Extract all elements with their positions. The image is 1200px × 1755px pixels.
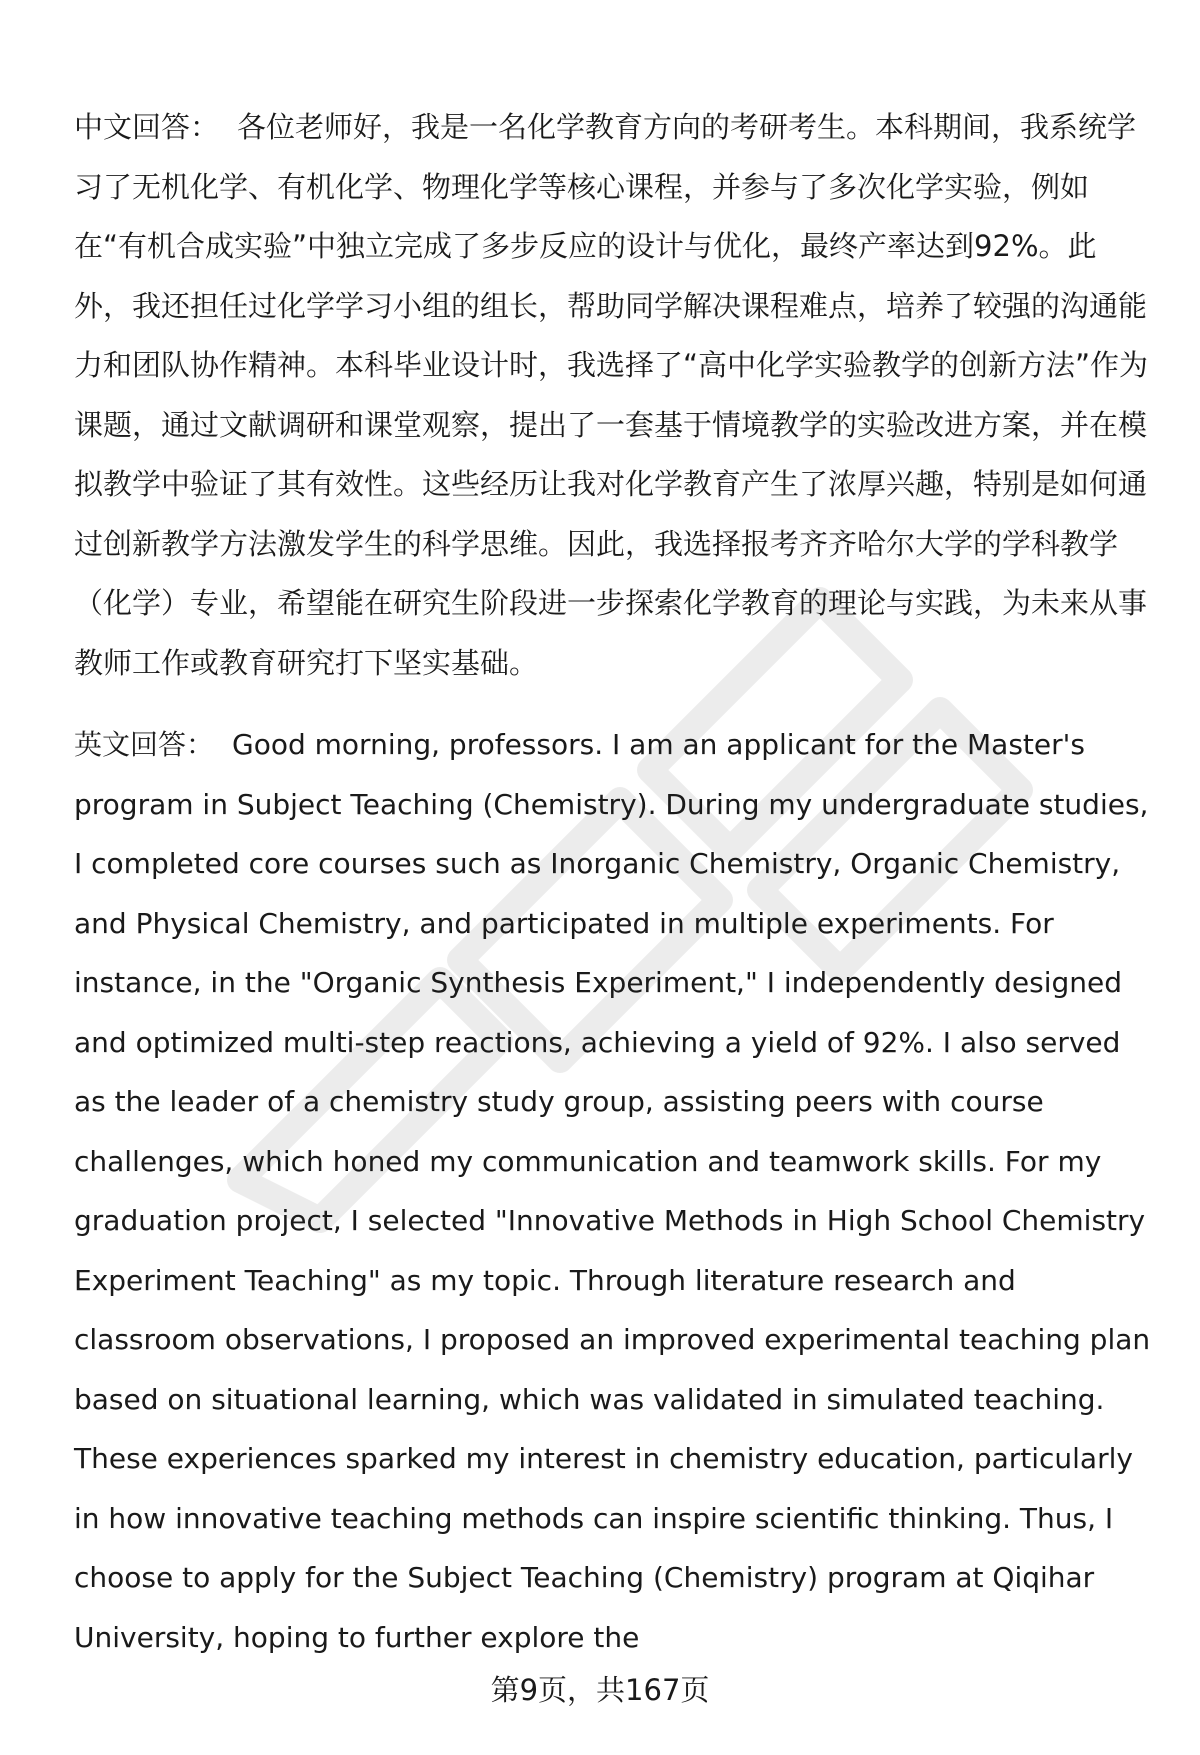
- english-answer-text: Good morning, professors. I am an applicant for the Master's program in Subject Teaching (Chemistry). During my undergraduate studies, I completed core courses such as Inorganic Chemistry, Organic Chemistry, and Physical Chemistry, and participated in multiple experiments. For instance, in the "Organic Synthesis Experiment," I independently designed and optimized multi-step reactions, achieving a yield of 92%. I also served as the leader of a chemistry study group, assisting peers with course challenges, which honed my communication and teamwork skills. For my graduation project, I selected "Innovative Methods in High School Chemistry Experiment Teaching" as my topic. Through literature research and classroom observations, I proposed an improved experimental teaching plan based on situational learning, which was validated in simulated teaching. These experiences sparked my interest in chemistry education, particularly in how innovative teaching methods can inspire scientific thinking. Thus, I choose to apply for the Subject Teaching (Chemistry) program at Qiqihar University, hoping to further explore the: [74, 728, 1151, 1654]
- page-number-footer: 第9页，共167页: [490, 1673, 710, 1707]
- english-answer-paragraph: [74, 715, 1154, 1667]
- document-body: [74, 98, 1154, 1667]
- english-answer-label: 英文回答：: [74, 728, 215, 761]
- chinese-answer-paragraph: [74, 98, 1154, 693]
- chinese-answer-label: 中文回答：: [74, 110, 220, 144]
- chinese-answer-text: 各位老师好，我是一名化学教育方向的考研考生。本科期间，我系统学习了无机化学、有机化学、物理化学等核心课程，并参与了多次化学实验，例如在“有机合成实验”中独立完成了多步反应的设计与优化，最终产率达到92%。此外，我还担任过化学学习小组的组长，帮助同学解决课程难点，培养了较强的沟通能力和团队协作精神。本科毕业设计时，我选择了“高中化学实验教学的创新方法”作为课题，通过文献调研和课堂观察，提出了一套基于情境教学的实验改进方案，并在模拟教学中验证了其有效性。这些经历让我对化学教育产生了浓厚兴趣，特别是如何通过创新教学方法激发学生的科学思维。因此，我选择报考齐齐哈尔大学的学科教学（化学）专业，希望能在研究生阶段进一步探索化学教育的理论与实践，为未来从事教师工作或教育研究打下坚实基础。: [74, 110, 1149, 680]
